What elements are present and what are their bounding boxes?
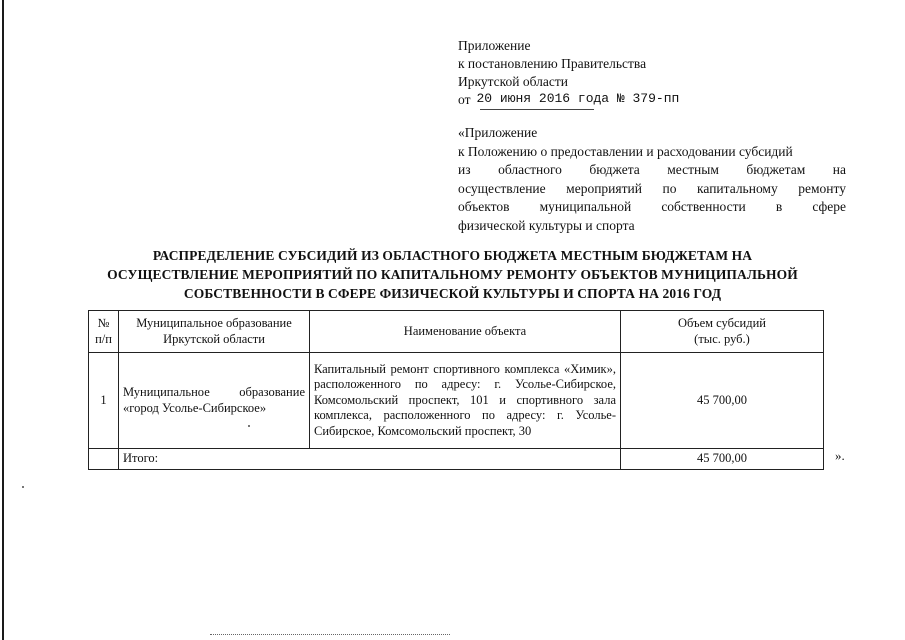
title-line-1: РАСПРЕДЕЛЕНИЕ СУБСИДИЙ ИЗ ОБЛАСТНОГО БЮДЖЕТА МЕСТНЫМ БЮДЖЕТАМ НА [152,248,753,263]
row-object: Капитальный ремонт спортивного комплекса «Химик», расположенного по адресу: г. Усолье-Сибирское, Комсомольский проспект, 101 и спортивного зала комплекса, расположенного по адресу: г. Усолье-Сибирское, Комсомольский проспект, 30 [310,353,621,449]
approval-date-number: 20 июня 2016 года № 379-пп [476,91,680,106]
scan-speck [22,486,24,488]
header-object: Наименование объекта [310,311,621,353]
appendix-line-1: «Приложение [458,125,538,140]
appendix-line-5: объектов муниципальной собственности в сфере [458,199,846,214]
row-amount: 45 700,00 [621,353,824,449]
header-amount [621,311,824,353]
document-title [60,246,845,303]
header-amount-line-2: (тыс. руб.) [694,331,750,346]
title-line-3: СОБСТВЕННОСТИ В СФЕРЕ ФИЗИЧЕСКОЙ КУЛЬТУРЫ И СПОРТА НА 2016 ГОД [183,286,722,301]
table-header-row [89,311,824,353]
appendix-line-3: из областного бюджета местным бюджетам на [458,162,846,177]
appendix-line-6: физической культуры и спорта [458,217,635,233]
row-number: 1 [89,353,119,449]
table-row [89,353,824,449]
approval-line-1: Приложение [458,38,531,53]
header-municipality-line-1: Муниципальное образование [136,316,292,330]
total-amount: 45 700,00 [621,449,824,470]
approval-line-3: Иркутской области [458,74,569,89]
header-municipality-line-2: Иркутской области [163,331,265,346]
header-municipality [119,311,310,353]
closing-quote: ». [835,448,845,463]
approval-date-line [458,91,679,110]
appendix-line-4: осуществление мероприятий по капитальному ремонту [458,180,846,196]
appendix-block [458,124,846,235]
approval-from: от [458,92,471,107]
scan-bottom-noise [210,634,450,635]
header-number [89,311,119,353]
scan-edge-line [2,0,4,640]
subsidy-table [88,310,824,470]
header-number-line-1: № [97,316,110,330]
table-total-row [89,449,824,470]
total-empty-cell [89,449,119,470]
header-amount-line-1: Объем субсидий [678,316,766,330]
title-line-2: ОСУЩЕСТВЛЕНИЕ МЕРОПРИЯТИЙ ПО КАПИТАЛЬНОМУ РЕМОНТУ ОБЪЕКТОВ МУНИЦИПАЛЬНОЙ [107,267,798,282]
appendix-line-2: к Положению о предоставлении и расходовании субсидий [458,143,793,159]
approval-line-2: к постановлению Правительства [458,56,647,71]
header-number-line-2: п/п [95,331,112,346]
total-label: Итого: [119,449,621,470]
approval-block [458,37,679,110]
row-municipality: Муниципальное образование «город Усолье-Сибирское» [119,353,310,449]
